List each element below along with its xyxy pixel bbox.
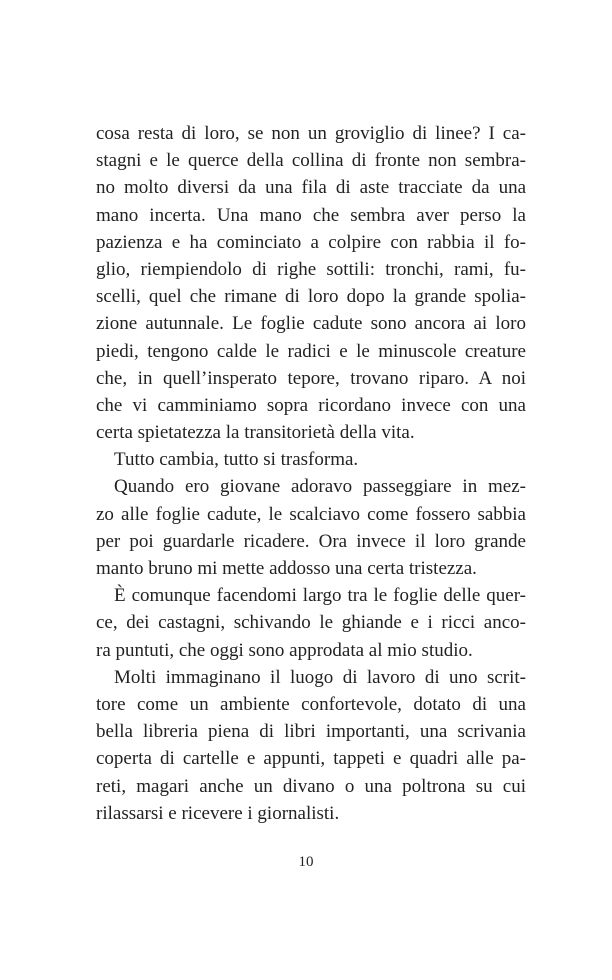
paragraph bbox=[96, 473, 526, 582]
text-line: rilassarsi e ricevere i giornalisti. bbox=[96, 802, 340, 824]
text-line: ra puntuti, che oggi sono approdata al mio studio. bbox=[96, 639, 473, 661]
paragraph bbox=[96, 664, 526, 827]
text-line: scelli, quel che rimane di loro dopo la grande spolia- bbox=[96, 286, 526, 308]
text-line: glio, riempiendolo di righe sottili: tronchi, rami, fu- bbox=[96, 258, 526, 280]
page-number: 10 bbox=[298, 854, 314, 870]
text-line: che, in quell’insperato tepore, trovano riparo. A noi bbox=[96, 367, 526, 389]
text-line: certa spietatezza la transitorietà della vita. bbox=[96, 422, 415, 444]
body-text bbox=[96, 120, 526, 827]
text-line: cosa resta di loro, se non un groviglio di linee? I ca- bbox=[96, 123, 526, 144]
text-line: no molto diversi da una fila di aste tracciate da una bbox=[96, 177, 526, 199]
text-line: È comunque facendomi largo tra le foglie delle quer- bbox=[114, 585, 526, 607]
text-line: zione autunnale. Le foglie cadute sono ancora ai loro bbox=[96, 313, 526, 335]
paragraph bbox=[96, 120, 526, 446]
text-line: Tutto cambia, tutto si trasforma. bbox=[114, 449, 359, 471]
text-line: tore come un ambiente confortevole, dotato di una bbox=[96, 693, 526, 715]
text-line: ce, dei castagni, schivando le ghiande e i ricci anco- bbox=[96, 612, 526, 634]
text-line: mano incerta. Una mano che sembra aver perso la bbox=[96, 204, 526, 226]
text-line: stagni e le querce della collina di fronte non sembra- bbox=[96, 150, 526, 172]
text-line: Molti immaginano il luogo di lavoro di uno scrit- bbox=[114, 666, 526, 688]
paragraph bbox=[96, 582, 526, 664]
paragraph bbox=[96, 446, 526, 473]
text-line: manto bruno mi mette addosso una certa tristezza. bbox=[96, 558, 477, 579]
text-line: coperta di cartelle e appunti, tappeti e quadri alle pa- bbox=[96, 748, 526, 770]
text-line: piedi, tengono calde le radici e le minuscole creature bbox=[96, 340, 526, 362]
text-line: che vi camminiamo sopra ricordano invece con una bbox=[96, 394, 526, 416]
text-line: bella libreria piena di libri importanti, una scrivania bbox=[96, 721, 526, 743]
text-line: Quando ero giovane adoravo passeggiare in mez- bbox=[114, 476, 526, 498]
text-line: reti, magari anche un divano o una poltrona su cui bbox=[96, 775, 526, 797]
text-line: zo alle foglie cadute, le scalciavo come fossero sabbia bbox=[96, 503, 526, 525]
text-line: pazienza e ha cominciato a colpire con rabbia il fo- bbox=[96, 231, 526, 253]
text-line: per poi guardarle ricadere. Ora invece il loro grande bbox=[96, 530, 526, 552]
